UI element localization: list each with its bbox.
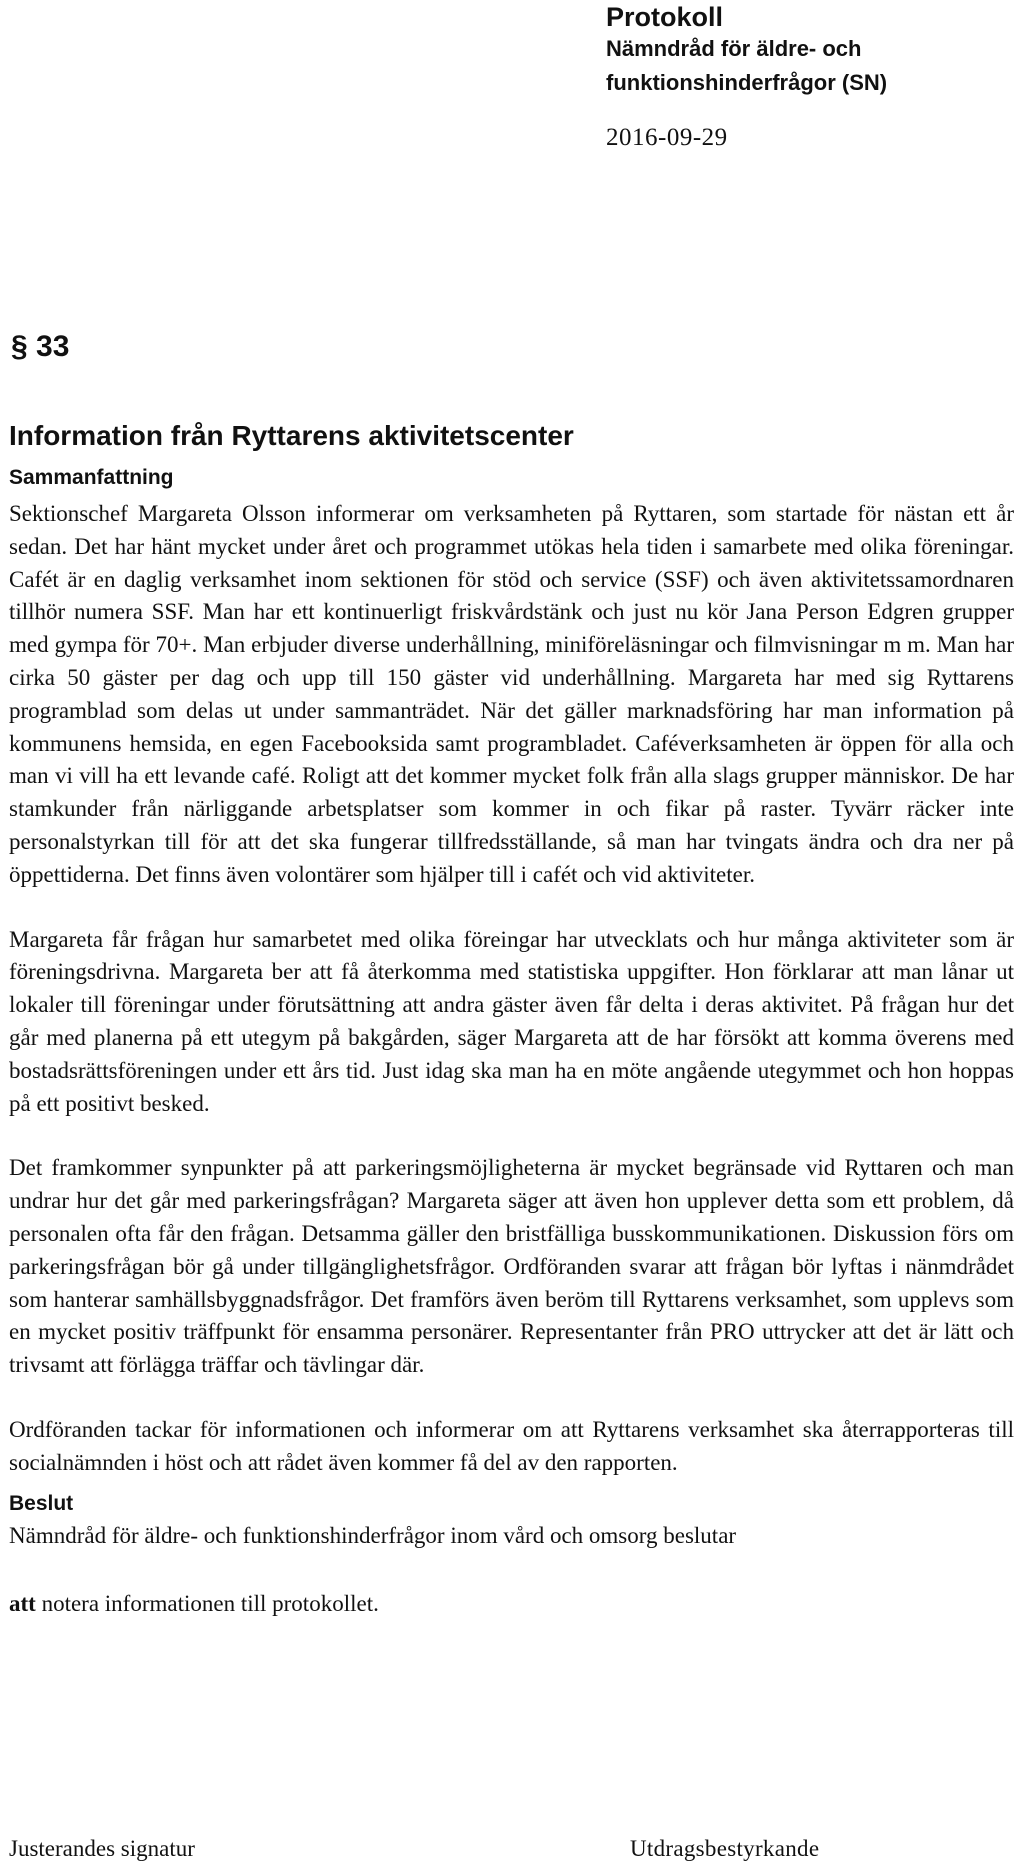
decision-att-line bbox=[9, 1588, 1014, 1620]
adjuster-signature-label: Justerandes signatur bbox=[9, 1836, 195, 1861]
section-title: Information från Ryttarens aktivitetscenter bbox=[9, 420, 574, 451]
decision-att-text: notera informationen till protokollet. bbox=[35, 1590, 379, 1616]
minutes-section bbox=[9, 330, 1014, 1620]
summary-paragraph-3: Det framkommer synpunkter på att parkeringsmöjligheterna är mycket begränsade vid Ryttaren och man undrar hur det går med parkeringsfrågan? Margareta säger att även hon upplever detta som ett problem, då personalen ofta får den frågan. Detsamma gäller den bristfälliga busskommunikationen. Diskussion förs om parkeringsfrågan bör gå under tillgänglighetsfrågor. Ordföranden svarar att frågan bör lyftas i nänmdrådet som hanterar samhällsbyggnadsfrågor. Det framförs även beröm till Ryttarens verksamhet, som upplevs som en mycket positiv träffpunkt för ensamma personärer. Representanter från PRO uttrycker att det är lätt och trivsamt att förlägga träffar och tävlingar där. bbox=[9, 1155, 1014, 1378]
committee-name-line2: funktionshinderfrågor (SN) bbox=[606, 70, 888, 95]
meeting-date: 2016-09-29 bbox=[606, 124, 728, 151]
section-number: § 33 bbox=[11, 330, 70, 363]
document-header bbox=[606, 0, 1006, 152]
extract-certification-label: Utdragsbestyrkande bbox=[630, 1836, 820, 1861]
decision-heading: Beslut bbox=[9, 1491, 74, 1515]
decision-text: Nämndråd för äldre- och funktionshinderfrågor inom vård och omsorg beslutar bbox=[9, 1522, 737, 1548]
summary-paragraph-4: Ordföranden tackar för informationen och informerar om att Ryttarens verksamhet ska återrapporteras till socialnämnden i höst och att rådet även kommer få del av den rapporten. bbox=[9, 1416, 1014, 1475]
committee-name-line1: Nämndråd för äldre- och bbox=[606, 36, 862, 61]
decision-att-keyword: att bbox=[9, 1590, 36, 1616]
document-type: Protokoll bbox=[606, 2, 724, 32]
summary-paragraph-1: Sektionschef Margareta Olsson informerar om verksamheten på Ryttaren, som startade för nästan ett år sedan. Det har hänt mycket under året och programmet utökas hela tiden i samarbete med olika föreningar. Cafét är en daglig verksamhet inom sektionen för stöd och service (SSF) och även aktivitetssamordnaren tillhör numera SSF. Man har ett kontinuerligt friskvårdstänk och just nu kör Jana Person Edgren grupper med gympa för 70+. Man erbjuder diverse underhållning, miniföreläsningar och filmvisningar m m. Man har cirka 50 gäster per dag och upp till 150 gäster vid underhållning. Margareta har med sig Ryttarens programblad som delas ut under sammanträdet. När det gäller marknadsföring har man information på kommunens hemsida, en egen Facebooksida samt programbladet. Caféverksamheten är öppen för alla och man vi vill ha ett levande café. Roligt att det kommer mycket folk från alla slags grupper människor. De har stamkunder från närliggande arbetsplatser som kommer in och fikar på raster. Tyvärr räcker inte personalstyrkan till för att det ska fungerar tillfredsställande, så man har tvingats ändra och dra ner på öppettiderna. Det finns även volontärer som hjälper till i cafét och vid aktiviteter. bbox=[9, 501, 1014, 887]
summary-heading: Sammanfattning bbox=[9, 466, 174, 489]
summary-paragraph-2: Margareta får frågan hur samarbetet med olika föreingar har utvecklats och hur många aktiviteter som är föreningsdrivna. Margareta ber att få återkomma med statistiska uppgifter. Hon förklarar att man lånar ut lokaler till föreningar under förutsättning att andra gäster även får delta i deras aktivitet. På frågan hur det går med planerna på ett utegym på bakgården, säger Margareta att de har försökt att komma överens med bostadsrättsföreningen under ett års tid. Just idag ska man ha en möte angående utegymmet och hon hoppas på ett positivt besked. bbox=[9, 926, 1014, 1116]
